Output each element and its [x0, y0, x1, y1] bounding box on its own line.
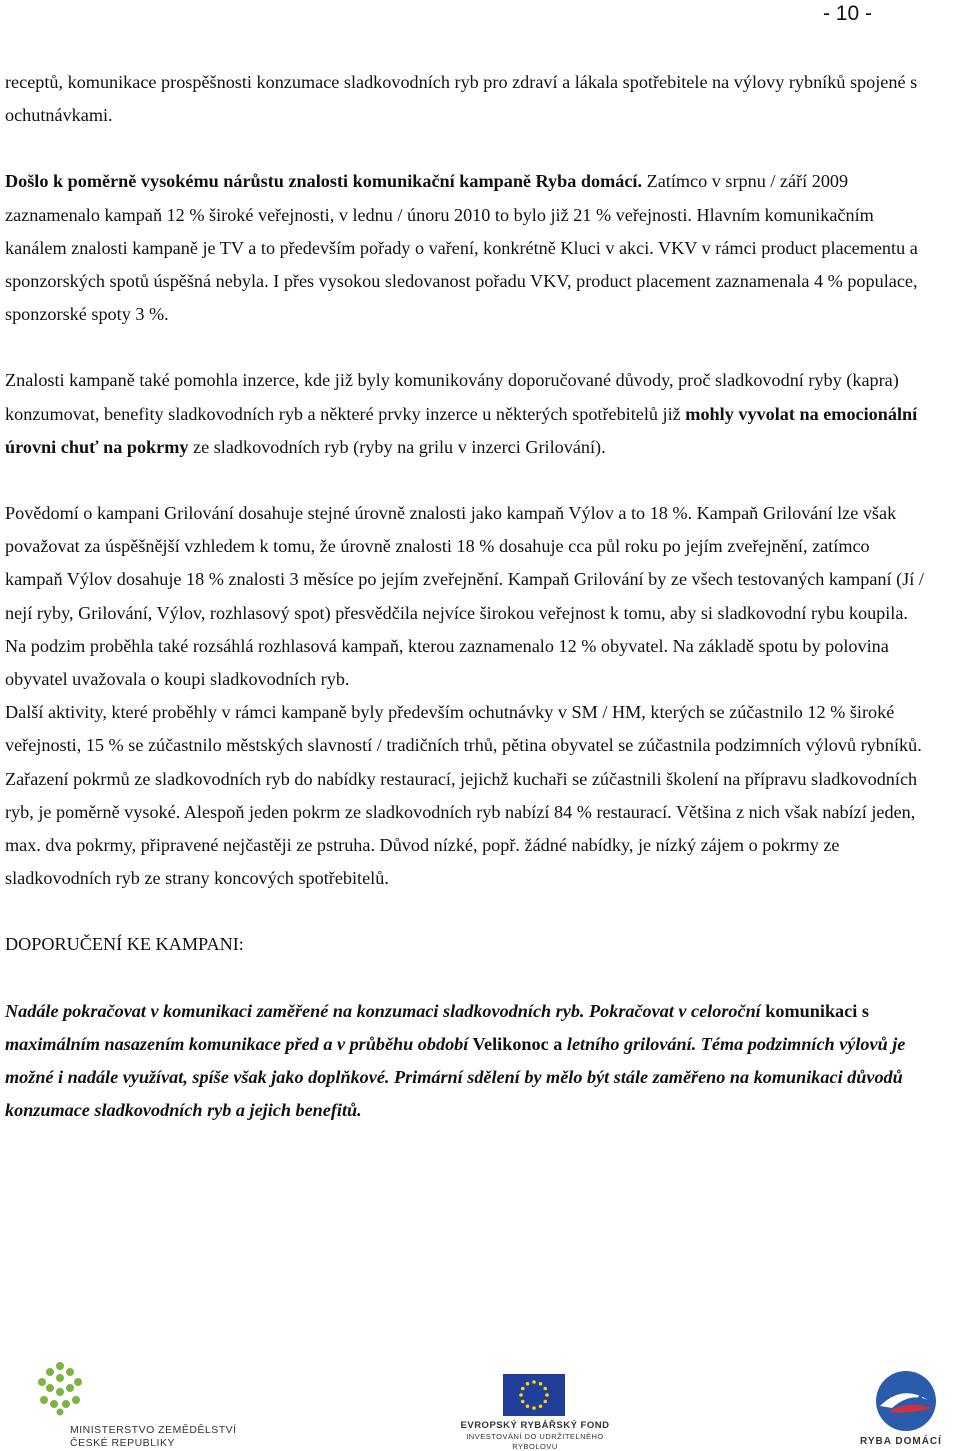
- paragraph-3: [5, 364, 930, 464]
- paragraph-4: Povědomí o kampani Grilování dosahuje stejné úrovně znalosti jako kampaň Výlov a to 18 %. Kampaň Grilování lze však považovat za úspěšnější vzhledem k tomu, že úrovně znalosti 18 % dosahuje cca půl roku po jejím zveřejnění, zatímco kampaň Výlov dosahuje 18 % znalosti 3 měsíce po jejím zveřejnění. Kampaň Grilování by ze všech testovaných kampaní (Jí / nejí ryby, Grilování, Výlov, rozhlasový spot) přesvědčila nejvíce širokou veřejnost k tomu, aby si sladkovodní rybu koupila.: [5, 503, 924, 623]
- paragraph-2-bold: Došlo k poměrně vysokému nárůstu znalosti komunikační kampaně Ryba domácí.: [5, 171, 643, 192]
- eu-fund-logo: [455, 1374, 615, 1450]
- footer-logos: [0, 1358, 960, 1451]
- fish-logo-icon: [858, 1370, 954, 1432]
- page-number: - 10 -: [822, 2, 872, 25]
- eu-star-icon: [539, 1404, 543, 1408]
- paragraph-2: [5, 165, 930, 331]
- eu-star-icon: [521, 1400, 525, 1404]
- eu-star-icon: [539, 1382, 543, 1386]
- eu-star-icon: [543, 1400, 547, 1404]
- paragraph-7: Zařazení pokrmů ze sladkovodních ryb do nabídky restaurací, jejichž kuchaři se zúčastnili školení na přípravu sladkovodních ryb, je poměrně vysoké. Alespoň jeden pokrm ze sladkovodních ryb nabízí 84 % restaurací. Většina z nich však nabízí jeden, max. dva pokrmy, připravené nejčastěji ze pstruha. Důvod nízké, popř. žádné nabídky, je nízký zájem o pokrmy ze sladkovodních ryb ze strany koncových spotřebitelů.: [5, 768, 918, 889]
- recommendation-normal-1: komunikaci s: [760, 1000, 869, 1021]
- eu-fund-sub-line1: INVESTOVÁNÍ DO UDRŽITELNÉHO: [466, 1432, 604, 1441]
- ministry-emblem-icon: [30, 1360, 90, 1416]
- eu-fund-sub-line2: RYBOLOVU: [512, 1442, 558, 1451]
- ryba-domaci-label: RYBA DOMÁCÍ: [860, 1436, 942, 1447]
- eu-star-icon: [521, 1387, 525, 1391]
- eu-star-icon: [519, 1393, 523, 1397]
- section-heading: DOPORUČENÍ KE KAMPANI:: [5, 934, 244, 955]
- paragraph-3-text-a: Znalosti kampaně také pomohla inzerce, kde již byly komunikovány doporučované důvody, proč sladkovodní ryby (kapra) konzumovat, benefity sladkovodních ryb a některé prvky inzerce u některých spotřebitelů již: [5, 370, 899, 424]
- ministry-name-line2: ČESKÉ REPUBLIKY: [70, 1437, 175, 1449]
- eu-star-icon: [543, 1387, 547, 1391]
- eu-fund-name: EVROPSKÝ RYBÁŘSKÝ FOND: [460, 1420, 610, 1431]
- eu-star-icon: [526, 1404, 530, 1408]
- eu-star-icon: [545, 1393, 549, 1397]
- ministry-logo: [22, 1358, 237, 1450]
- paragraph-3-bold: mohly vyvolat na emocionální úrovni chuť na pokrmy: [5, 403, 918, 457]
- eu-star-icon: [532, 1406, 536, 1410]
- recommendation-normal-2: Velikonoc a: [468, 1033, 567, 1054]
- paragraph-2-text: Zatímco v srpnu / září 2009 zaznamenalo kampaň 12 % široké veřejnosti, v lednu / únoru 2010 to bylo již 21 % veřejnosti. Hlavním komunikačním kanálem znalosti kampaně je TV a to především pořady o vaření, konkrétně Kluci v akci. VKV v rámci product placementu a sponzorských spotů úspěšná nebyla. I přes vysokou sledovanost pořadu VKV, product placement zaznamenala 4 % populace, sponzorské spoty 3 %.: [5, 171, 918, 325]
- recommendation-italic-3: letního grilování. Téma podzimních výlovů je možné i nadále využívat, spíše však jako doplňkové. Primární sdělení by mělo být stále zaměřeno na komunikaci důvodů konzumace sladkovodních ryb a jejich benefitů.: [5, 1033, 906, 1121]
- recommendation-paragraph: [5, 995, 930, 1128]
- recommendation-italic-1: Nadále pokračovat v komunikaci zaměřené na konzumaci sladkovodních ryb. Pokračovat v celoroční: [5, 1000, 761, 1021]
- paragraph-5: Na podzim proběhla také rozsáhlá rozhlasová kampaň, kterou zaznamenalo 12 % obyvatel. Na základě spotu by polovina obyvatel uvažovala o koupi sladkovodních ryb.: [5, 635, 889, 690]
- ministry-name-line1: MINISTERSTVO ZEMĚDĚLSTVÍ: [70, 1424, 237, 1436]
- eu-star-icon: [532, 1380, 536, 1384]
- ryba-domaci-logo: [858, 1370, 958, 1450]
- document-body: [5, 66, 930, 1127]
- recommendation-italic-2: maximálním nasazením komunikace před a v průběhu období: [5, 1033, 469, 1054]
- eu-star-icon: [526, 1382, 530, 1386]
- paragraph-6: Další aktivity, které proběhly v rámci kampaně byly především ochutnávky v SM / HM, kterých se zúčastnilo 12 % široké veřejnosti, 15 % se zúčastnilo městských slavností / tradičních trhů, pětina obyvatel se zúčastnila podzimních výlovů rybníků.: [5, 702, 922, 756]
- eu-flag-icon: [503, 1374, 565, 1416]
- paragraph-3-text-b: ze sladkovodních ryb (ryby na grilu v inzerci Grilování).: [188, 436, 606, 457]
- paragraph-1: receptů, komunikace prospěšnosti konzumace sladkovodních ryb pro zdraví a lákala spotřebitele na výlovy rybníků spojené s ochutnávkami.: [5, 72, 918, 126]
